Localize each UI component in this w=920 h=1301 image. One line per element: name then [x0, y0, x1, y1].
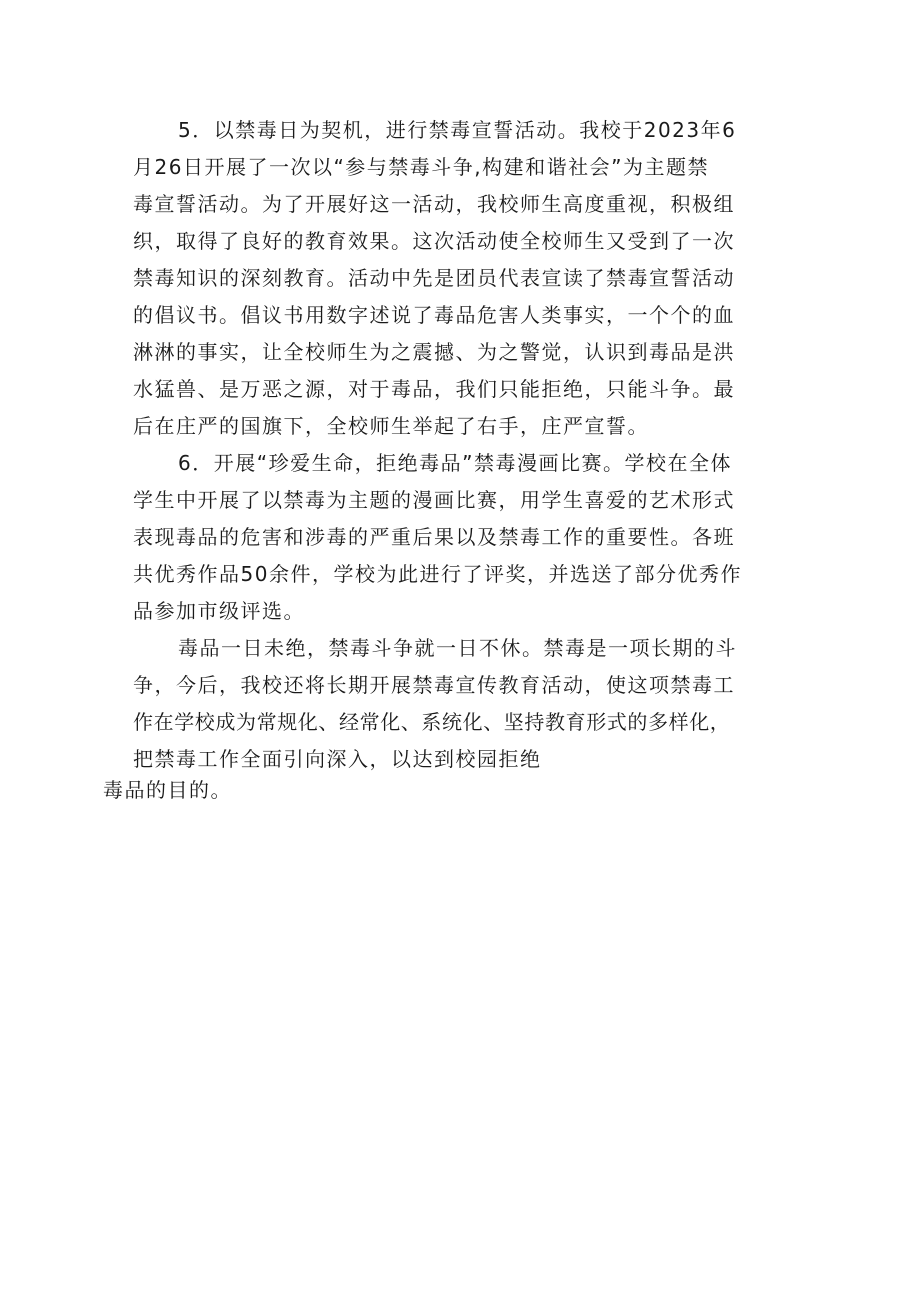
paragraph-line: 毒品一日未绝，禁毒斗争就一日不休。禁毒是一项长期的斗 — [178, 636, 737, 660]
paragraph-line: 作在学校成为常规化、经常化、系统化、坚持教育形式的多样化， — [133, 710, 731, 734]
paragraph-line: 毒品的目的。 — [103, 778, 232, 802]
paragraph-conclusion — [103, 630, 813, 809]
paragraph-line: 争，今后，我校还将长期开展禁毒宣传教育活动，使这项禁毒工 — [133, 673, 735, 697]
paragraph-line: 织，取得了良好的教育效果。这次活动使全校师生又受到了一次 — [133, 229, 735, 253]
document-page — [103, 112, 813, 809]
paragraph-line: 的倡议书。倡议书用数字述说了毒品危害人类事实，一个个的血 — [133, 303, 735, 327]
paragraph-line: 学生中开展了以禁毒为主题的漫画比赛，用学生喜爱的艺术形式 — [133, 488, 735, 512]
paragraph-5 — [133, 112, 813, 445]
paragraph-6 — [133, 445, 813, 630]
paragraph-line: 后在庄严的国旗下，全校师生举起了右手，庄严宣誓。 — [133, 414, 649, 438]
paragraph-line: 月26日开展了一次以“参与禁毒斗争,构建和谐社会”为主题禁 — [133, 155, 710, 179]
paragraph-line: 把禁毒工作全面引向深入，以达到校园拒绝 — [133, 747, 542, 771]
paragraph-line: 品参加市级评选。 — [133, 599, 305, 623]
paragraph-line: 5．以禁毒日为契机，进行禁毒宣誓活动。我校于2023年6 — [178, 118, 737, 142]
paragraph-line: 表现毒品的危害和涉毒的严重后果以及禁毒工作的重要性。各班 — [133, 525, 735, 549]
paragraph-line: 水猛兽、是万恶之源，对于毒品，我们只能拒绝，只能斗争。最 — [133, 377, 735, 401]
paragraph-line: 淋淋的事实，让全校师生为之震撼、为之警觉，认识到毒品是洪 — [133, 340, 735, 364]
paragraph-line: 禁毒知识的深刻教育。活动中先是团员代表宣读了禁毒宣誓活动 — [133, 266, 735, 290]
paragraph-line: 共优秀作品50余件，学校为此进行了评奖，并选送了部分优秀作 — [133, 562, 742, 586]
paragraph-line: 6．开展“珍爱生命，拒绝毒品”禁毒漫画比赛。学校在全体 — [178, 451, 732, 475]
paragraph-line: 毒宣誓活动。为了开展好这一活动，我校师生高度重视，积极组 — [133, 192, 735, 216]
